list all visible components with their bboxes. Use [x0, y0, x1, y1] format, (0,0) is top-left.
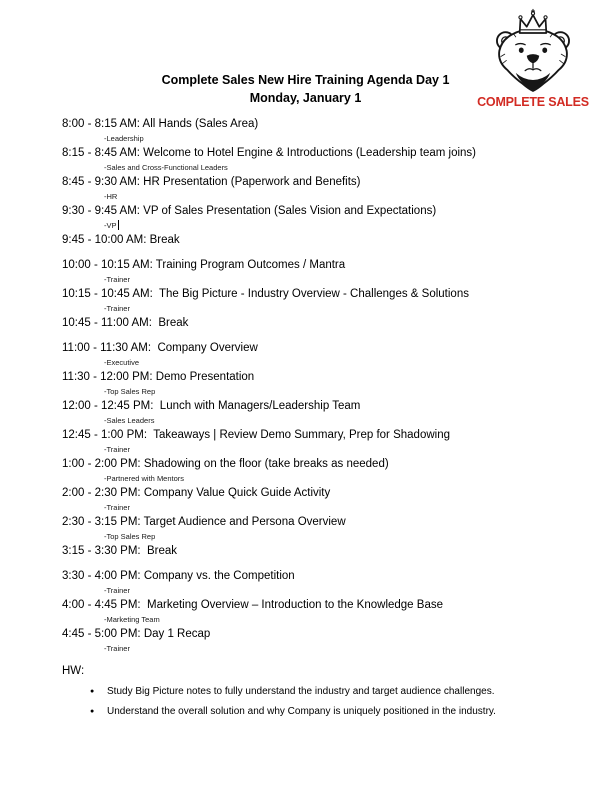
agenda-item-label: 10:15 - 10:45 AM: The Big Picture - Industry Overview - Challenges & Solutions — [62, 288, 469, 300]
agenda-item-label: 10:00 - 10:15 AM: Training Program Outcomes / Mantra — [62, 259, 346, 271]
doc-title-line1: Complete Sales New Hire Training Agenda Day 1 — [161, 73, 450, 87]
agenda-item-label: 8:00 - 8:15 AM: All Hands (Sales Area) — [62, 118, 259, 130]
agenda-item — [62, 257, 611, 286]
agenda-item-presenter: -Trainer — [104, 586, 130, 595]
homework-bullet: ● Understand the overall solution and why Company is uniquely positioned in the industry. — [62, 702, 611, 722]
agenda-item-presenter: -Executive — [104, 358, 140, 367]
agenda-item-label: 9:45 - 10:00 AM: Break — [62, 234, 180, 246]
agenda-list — [62, 116, 611, 655]
agenda-item-presenter: -Trainer — [104, 304, 130, 313]
homework-section — [62, 663, 611, 721]
homework-heading: HW: — [62, 665, 85, 677]
agenda-item — [62, 543, 611, 559]
agenda-item — [62, 456, 611, 485]
agenda-item — [62, 568, 611, 597]
agenda-item — [62, 145, 611, 174]
agenda-item-label: 12:00 - 12:45 PM: Lunch with Managers/Leadership Team — [62, 400, 361, 412]
doc-title-line2: Monday, January 1 — [249, 91, 362, 105]
agenda-item-label: 11:30 - 12:00 PM: Demo Presentation — [62, 371, 255, 383]
agenda-item — [62, 485, 611, 514]
agenda-item-label: 2:00 - 2:30 PM: Company Value Quick Guide Activity — [62, 487, 331, 499]
agenda-item — [62, 398, 611, 427]
agenda-item-presenter: -Trainer — [104, 275, 130, 284]
agenda-item — [62, 514, 611, 543]
agenda-item-label: 1:00 - 2:00 PM: Shadowing on the floor (take breaks as needed) — [62, 458, 389, 470]
agenda-item — [62, 116, 611, 145]
agenda-item-presenter: -Top Sales Rep — [104, 387, 156, 396]
agenda-item-label: 11:00 - 11:30 AM: Company Overview — [62, 342, 258, 354]
agenda-item-presenter: -Trainer — [104, 503, 130, 512]
agenda-item-label: 4:00 - 4:45 PM: Marketing Overview – Introduction to the Knowledge Base — [62, 599, 443, 611]
agenda-item — [62, 232, 611, 248]
agenda-item-presenter: -Sales Leaders — [104, 416, 155, 425]
agenda-item-label: 4:45 - 5:00 PM: Day 1 Recap — [62, 628, 211, 640]
agenda-item-label: 3:30 - 4:00 PM: Company vs. the Competition — [62, 570, 295, 582]
agenda-item-label: 8:45 - 9:30 AM: HR Presentation (Paperwork and Benefits) — [62, 176, 361, 188]
agenda-item — [62, 427, 611, 456]
agenda-item-label: 3:15 - 3:30 PM: Break — [62, 545, 178, 557]
agenda-item-presenter: -Trainer — [104, 445, 130, 454]
agenda-item-presenter: -Top Sales Rep — [104, 532, 156, 541]
agenda-item-label: 8:15 - 8:45 AM: Welcome to Hotel Engine & Introductions (Leadership team joins) — [62, 147, 477, 159]
text-cursor — [118, 220, 119, 230]
agenda-item — [62, 286, 611, 315]
brand-name: COMPLETE SALES — [477, 95, 589, 109]
agenda-item-label: 9:30 - 9:45 AM: VP of Sales Presentation (Sales Vision and Expectations) — [62, 205, 437, 217]
agenda-item — [62, 369, 611, 398]
agenda-item — [62, 626, 611, 655]
agenda-item-presenter: -HR — [104, 192, 118, 201]
agenda-item — [62, 174, 611, 203]
agenda-item-label: 12:45 - 1:00 PM: Takeaways | Review Demo Summary, Prep for Shadowing — [62, 429, 450, 441]
agenda-item-label: 10:45 - 11:00 AM: Break — [62, 317, 189, 329]
agenda-item — [62, 340, 611, 369]
agenda-item-presenter: -Leadership — [104, 134, 144, 143]
agenda-item-presenter: -VP — [104, 221, 117, 230]
bear-crown-icon — [486, 7, 580, 95]
agenda-item — [62, 597, 611, 626]
agenda-item-presenter: -Trainer — [104, 644, 130, 653]
agenda-item-presenter: -Marketing Team — [104, 615, 160, 624]
agenda-item — [62, 315, 611, 331]
agenda-item-label: 2:30 - 3:15 PM: Target Audience and Persona Overview — [62, 516, 346, 528]
homework-bullet: ● Study Big Picture notes to fully understand the industry and target audience challenges. — [62, 682, 611, 702]
agenda-item-presenter: -Sales and Cross-Functional Leaders — [104, 163, 228, 172]
agenda-item — [62, 203, 611, 232]
agenda-item-presenter: -Partnered with Mentors — [104, 474, 185, 483]
brand-logo — [477, 7, 589, 109]
homework-list — [62, 682, 611, 721]
